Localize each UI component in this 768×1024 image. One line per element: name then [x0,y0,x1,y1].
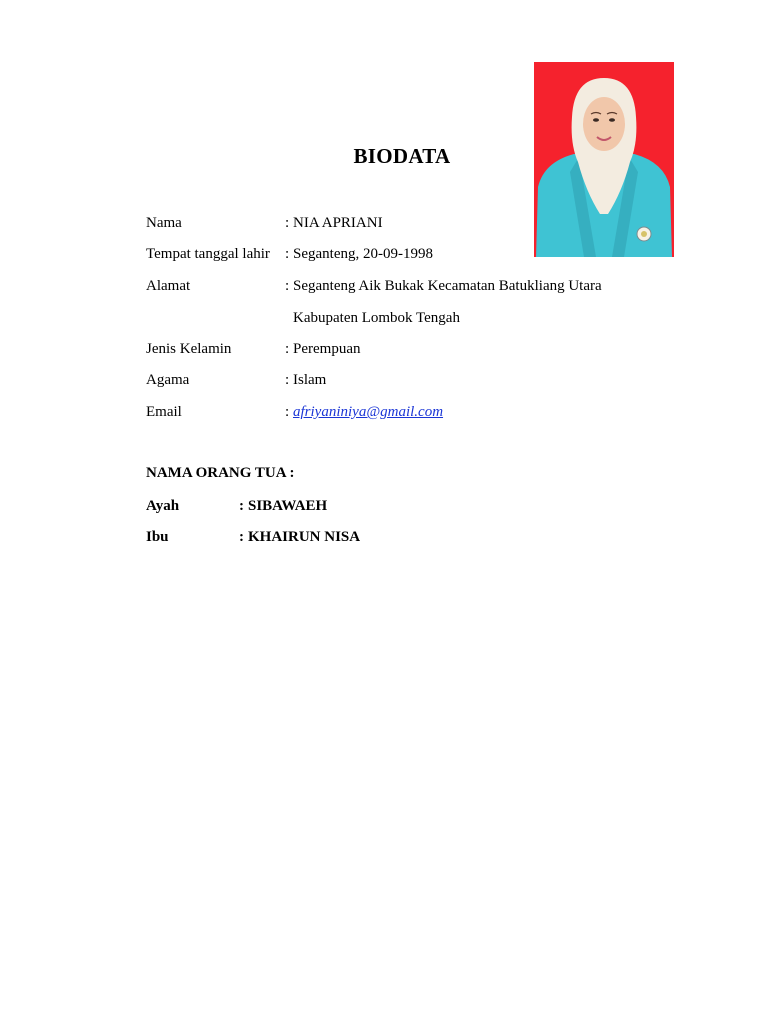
parent-label: Ayah [146,498,180,514]
field-separator: : [285,278,290,294]
field-value-continuation: Kabupaten Lombok Tengah [293,310,460,326]
field-value: Seganteng Aik Bukak Kecamatan Batukliang Utara [293,278,602,294]
parent-label: Ibu [146,529,169,545]
field-label: Email [146,404,182,420]
parent-value: KHAIRUN NISA [248,529,361,545]
email-link-wrapper [293,403,443,421]
field-value: Islam [293,372,327,388]
parent-value: SIBAWAEH [248,498,328,514]
field-label: Nama [146,215,182,231]
field-label: Tempat tanggal lahir [146,246,270,262]
field-separator: : [285,246,290,262]
parent-separator: : [239,529,244,545]
page-title: BIODATA [353,144,451,168]
field-label: Alamat [146,278,191,294]
field-separator: : [285,341,290,357]
parents-heading: NAMA ORANG TUA : [146,465,295,481]
field-separator: : [285,215,290,231]
field-value: NIA APRIANI [293,215,383,231]
field-separator: : [285,404,290,420]
field-label: Jenis Kelamin [146,341,232,357]
field-value: Seganteng, 20-09-1998 [293,246,433,262]
field-value: Perempuan [293,341,361,357]
field-label: Agama [146,372,190,388]
email-link[interactable]: afriyaniniya@gmail.com [293,404,444,420]
parent-separator: : [239,498,244,514]
field-separator: : [285,372,290,388]
